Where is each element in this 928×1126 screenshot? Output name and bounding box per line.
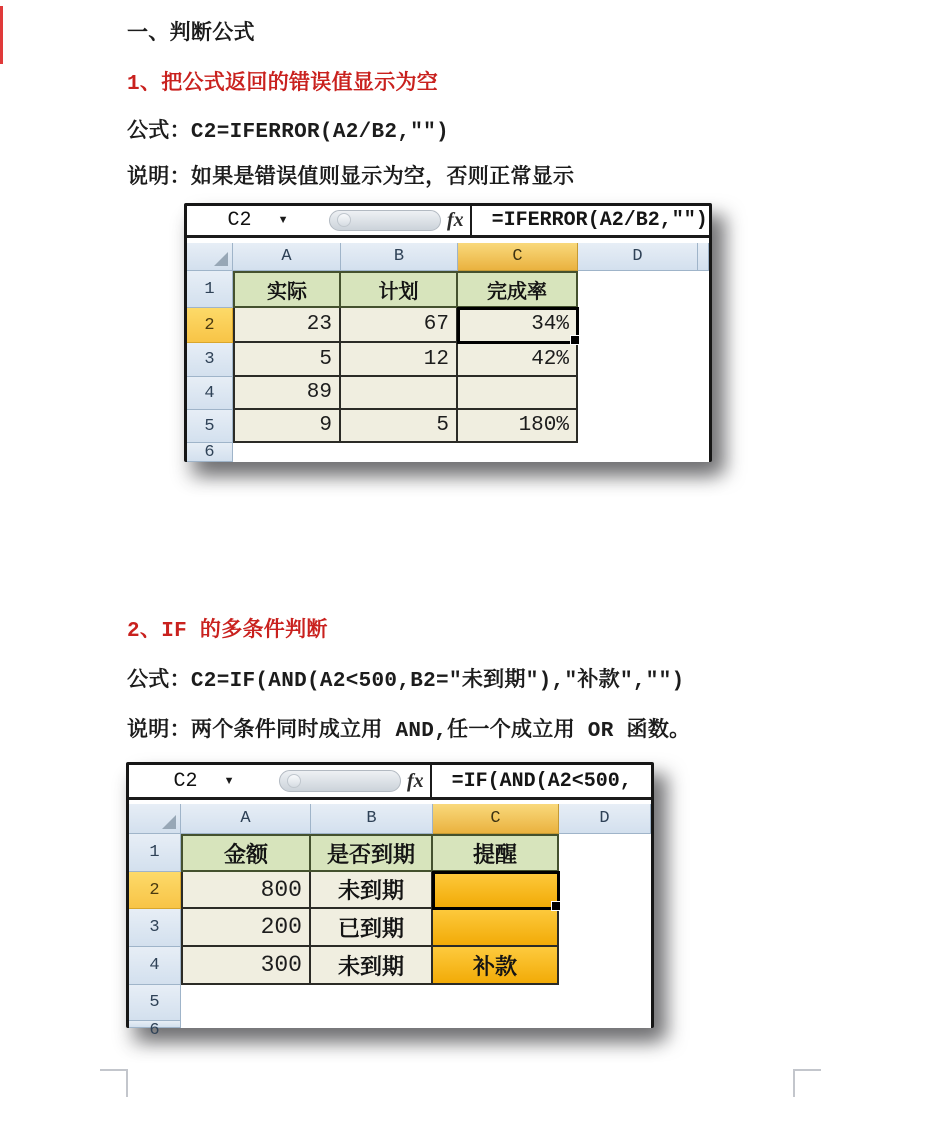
heading-1: 1、把公式返回的错误值显示为空: [127, 73, 439, 96]
cell-b3[interactable]: 12: [341, 343, 458, 377]
excel-screenshot-1: [184, 203, 712, 462]
cell-c5[interactable]: 180%: [458, 410, 578, 443]
excel-screenshot-2: [126, 762, 654, 1040]
cell-a4[interactable]: 300: [181, 947, 311, 985]
formula-capsule: [279, 770, 401, 792]
empty-area: [181, 985, 651, 1021]
cell-c4[interactable]: [458, 377, 578, 410]
fx-icon[interactable]: fx: [407, 769, 424, 792]
formula-bar-row: [129, 765, 651, 800]
column-header-a[interactable]: A: [181, 804, 311, 834]
select-all-triangle-icon: [214, 252, 228, 266]
sheet-row-4: [129, 947, 651, 985]
cell-d1[interactable]: [559, 834, 651, 872]
cell-b4[interactable]: [341, 377, 458, 410]
sheet-row-4: [187, 377, 709, 410]
capsule-dot: [287, 774, 301, 788]
row-header-4[interactable]: 4: [129, 947, 181, 985]
cell-a3[interactable]: 200: [181, 909, 311, 947]
cell-d4[interactable]: [559, 947, 651, 985]
cell-a4[interactable]: 89: [233, 377, 341, 410]
cell-a1[interactable]: 金额: [181, 834, 311, 872]
sheet-row-5: [129, 985, 651, 1021]
sheet-row-6-clipped: [129, 1021, 651, 1040]
row-header-2[interactable]: 2: [187, 308, 233, 343]
sheet-row-2: [129, 872, 651, 909]
sheet-row-6: [187, 443, 709, 462]
heading-2: 2、IF 的多条件判断: [127, 620, 328, 643]
cell-c3[interactable]: 42%: [458, 343, 578, 377]
cell-b3[interactable]: 已到期: [311, 909, 433, 947]
formula-line-1: 公式：C2=IFERROR(A2/B2,″″): [127, 121, 449, 144]
column-header-b[interactable]: B: [341, 243, 458, 271]
row-header-3[interactable]: 3: [129, 909, 181, 947]
cell-a2[interactable]: 800: [181, 872, 311, 909]
left-edge-mark: [0, 6, 3, 64]
column-header-b[interactable]: B: [311, 804, 433, 834]
sheet-row-3: [187, 343, 709, 377]
page-margin-mark-left: [100, 1069, 128, 1097]
formula-bar-input[interactable]: =IFERROR(A2/B2,″″): [491, 209, 708, 232]
row-header-5[interactable]: 5: [187, 410, 233, 443]
fx-icon[interactable]: fx: [447, 209, 464, 231]
cell-d3[interactable]: [578, 343, 709, 377]
column-header-row: [187, 243, 709, 271]
cell-c4[interactable]: 补款: [433, 947, 559, 985]
cell-c2-selected[interactable]: [433, 872, 559, 909]
name-box[interactable]: [187, 206, 329, 235]
cell-b2[interactable]: 67: [341, 308, 458, 343]
note-line-1: 说明：如果是错误值则显示为空，否则正常显示: [127, 167, 575, 190]
page-margin-mark-right: [793, 1069, 821, 1097]
cell-a5[interactable]: 9: [233, 410, 341, 443]
column-header-c[interactable]: C: [433, 804, 559, 834]
row-header-5[interactable]: 5: [129, 985, 181, 1021]
cell-c1[interactable]: 完成率: [458, 271, 578, 308]
formula-capsule: [329, 210, 441, 230]
row-header-1[interactable]: 1: [187, 271, 233, 308]
cell-a2[interactable]: 23: [233, 308, 341, 343]
cell-a1[interactable]: 实际: [233, 271, 341, 308]
name-box-value: C2: [227, 209, 252, 232]
name-box-value: C2: [173, 769, 198, 793]
cell-b1[interactable]: 是否到期: [311, 834, 433, 872]
cell-b2[interactable]: 未到期: [311, 872, 433, 909]
column-header-d[interactable]: D: [559, 804, 651, 834]
select-all-button[interactable]: [129, 804, 181, 834]
column-header-row: [129, 804, 651, 834]
chevron-down-icon[interactable]: ▼: [277, 214, 289, 226]
select-all-button[interactable]: [187, 243, 233, 271]
row-header-6[interactable]: 6: [129, 1021, 181, 1028]
cell-c2-selected[interactable]: 34%: [458, 308, 578, 343]
cell-a3[interactable]: 5: [233, 343, 341, 377]
cell-d5[interactable]: [578, 410, 709, 443]
cell-c3[interactable]: [433, 909, 559, 947]
cell-d4[interactable]: [578, 377, 709, 410]
sheet-row-5: [187, 410, 709, 443]
formula-line-2: 公式：C2=IF(AND(A2<500,B2=″未到期″),″补款″,″″): [127, 670, 685, 693]
empty-area: [181, 1021, 651, 1028]
note-line-2: 说明：两个条件同时成立用 AND,任一个成立用 OR 函数。: [127, 720, 691, 743]
sheet-row-1: [187, 271, 709, 308]
column-header-c[interactable]: C: [458, 243, 578, 271]
row-header-4[interactable]: 4: [187, 377, 233, 410]
name-box[interactable]: [129, 765, 279, 797]
cell-b4[interactable]: 未到期: [311, 947, 433, 985]
column-header-sliver: [698, 243, 709, 271]
row-header-1[interactable]: 1: [129, 834, 181, 872]
sheet-row-2: [187, 308, 709, 343]
select-all-triangle-icon: [162, 815, 176, 829]
cell-d2[interactable]: [559, 872, 651, 909]
cell-d1[interactable]: [578, 271, 709, 308]
cell-c1[interactable]: 提醒: [433, 834, 559, 872]
formula-bar-row: [187, 206, 709, 238]
capsule-dot: [337, 213, 351, 227]
cell-d2[interactable]: [578, 308, 709, 343]
formula-bar-input[interactable]: =IF(AND(A2<500,: [451, 769, 632, 793]
row-header-6[interactable]: 6: [187, 443, 233, 462]
chevron-down-icon[interactable]: ▼: [223, 774, 235, 787]
column-header-d[interactable]: D: [578, 243, 698, 271]
empty-area: [233, 443, 709, 462]
sheet-row-1: [129, 834, 651, 872]
cell-b5[interactable]: 5: [341, 410, 458, 443]
row-header-3[interactable]: 3: [187, 343, 233, 377]
cell-d3[interactable]: [559, 909, 651, 947]
sheet-row-3: [129, 909, 651, 947]
row-header-2[interactable]: 2: [129, 872, 181, 909]
column-header-a[interactable]: A: [233, 243, 341, 271]
section-title: 一、判断公式: [127, 23, 255, 46]
cell-b1[interactable]: 计划: [341, 271, 458, 308]
